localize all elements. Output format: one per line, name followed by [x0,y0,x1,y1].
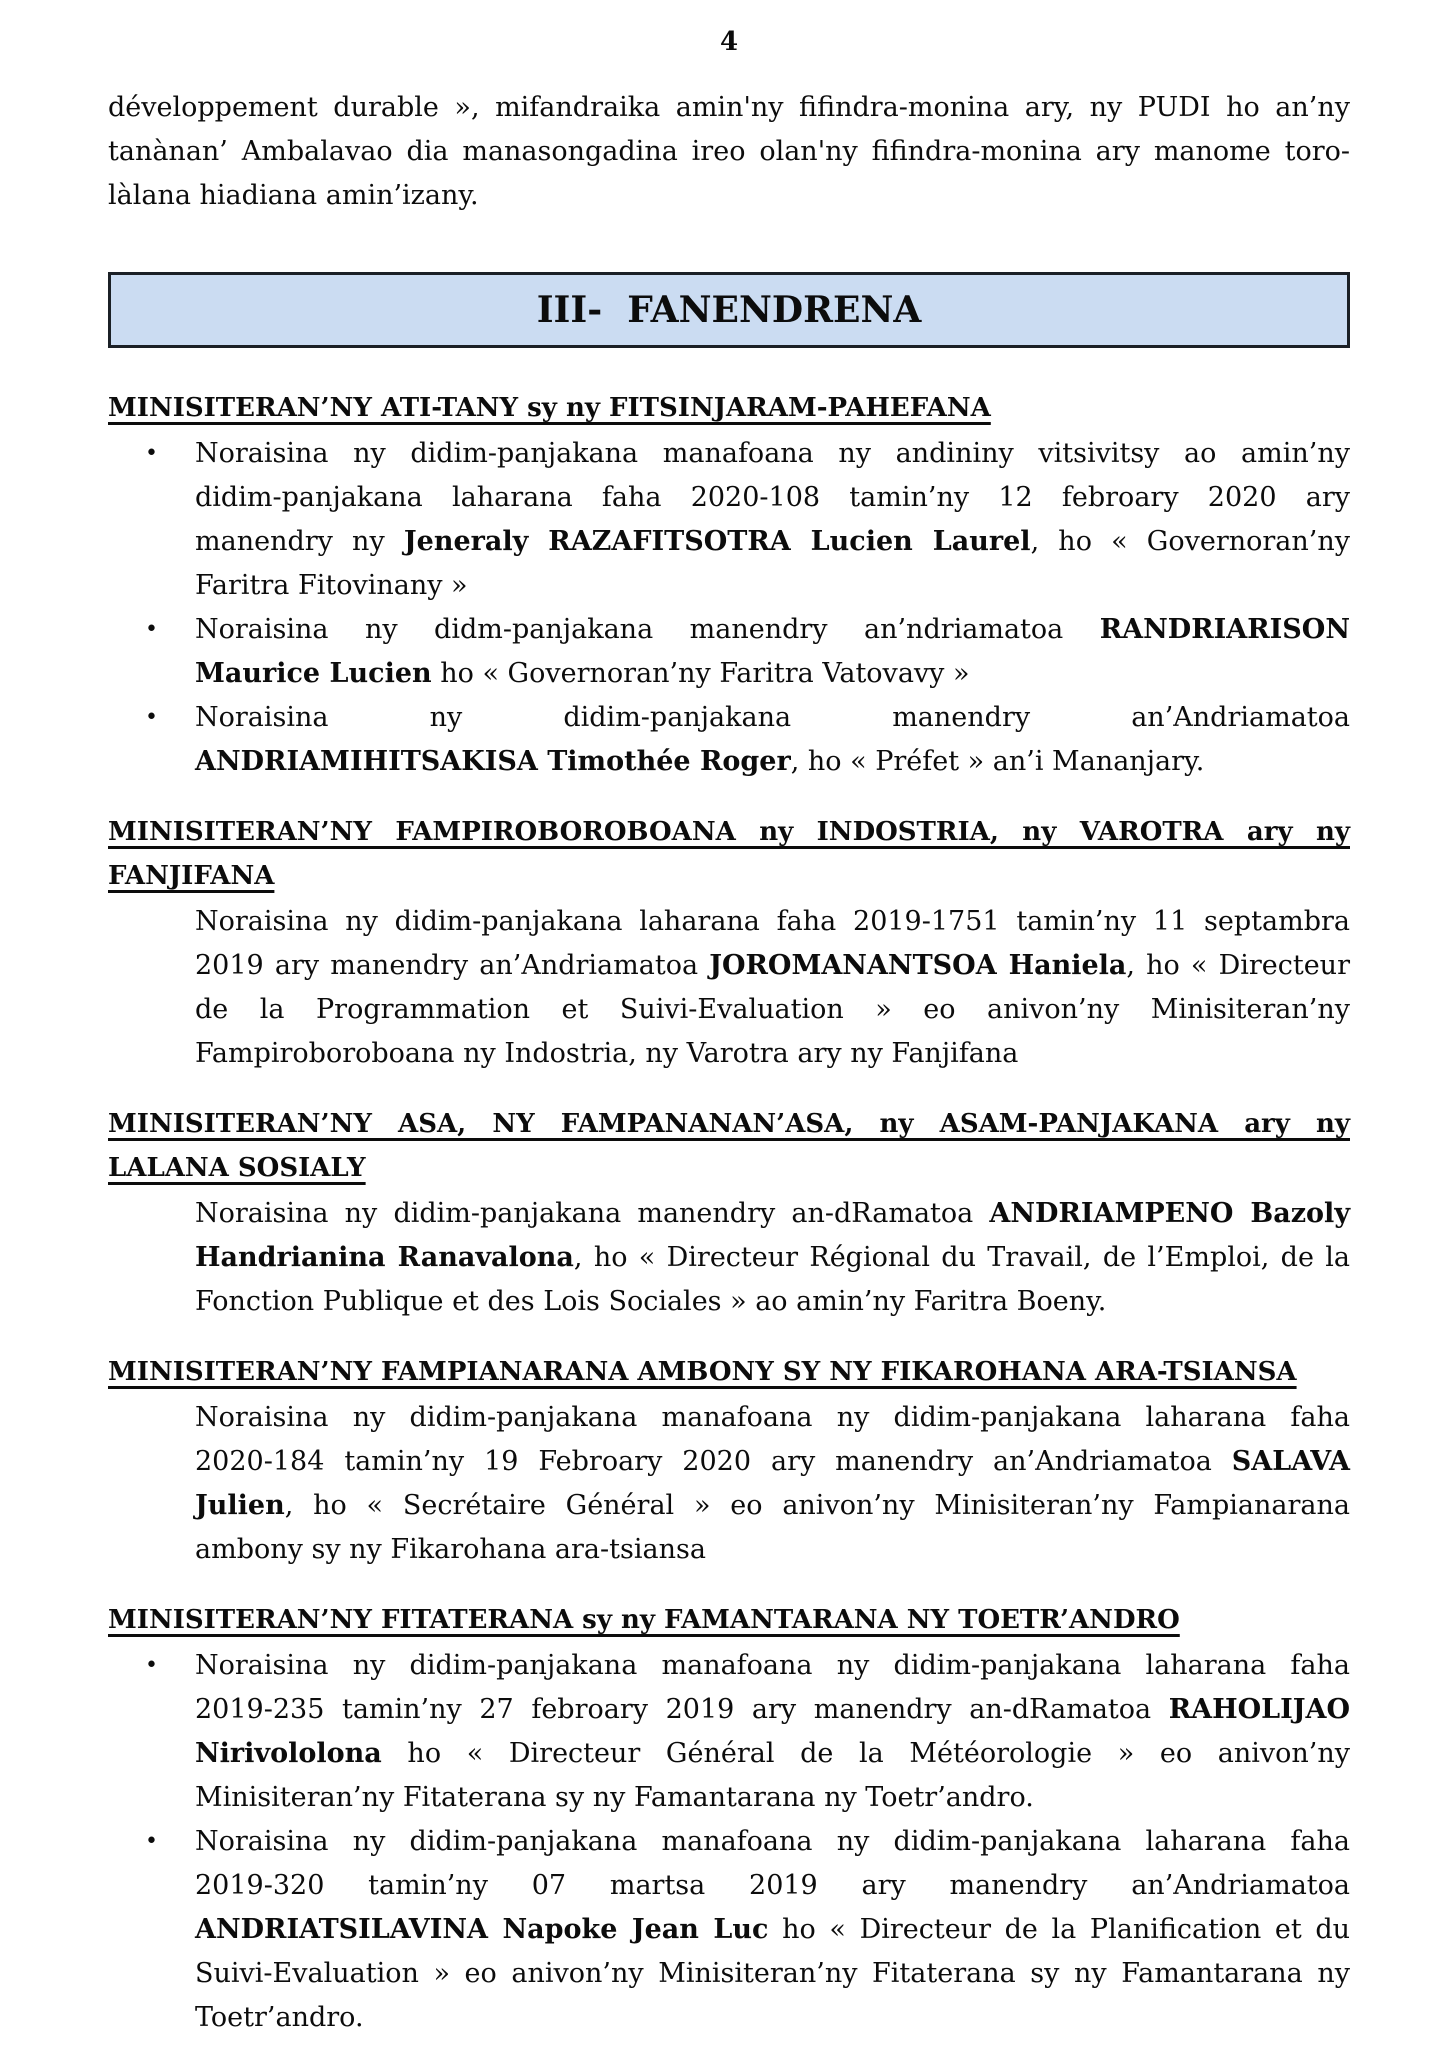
text-line: MINISITERAN’NY FAMPIANARANA AMBONY SY NY FIKAROHANA ARA-TSIANSA [108,1357,1297,1387]
section-asa [108,1102,1350,1324]
text-line: manendry ny Jeneraly RAZAFITSOTRA Lucien Laurel, ho « Governoran’ny [195,526,1351,557]
text-line: 2019-235 tamin’ny 27 febroary 2019 ary manendry an-dRamatoa RAHOLIJAO [195,1694,1350,1725]
text-line: ANDRIAMIHITSAKISA Timothée Roger, ho « Préfet » an’i Mananjary. [195,746,1205,777]
section-ati-tany [108,386,1350,784]
text-line: ambony sy ny Fikarohana ara-tsiansa [195,1534,706,1565]
text-line: Suivi-Evaluation » eo anivon’ny Minisiteran’ny Fitaterana sy ny Famantarana ny [195,1958,1350,1989]
bullet-text [195,1644,1350,1820]
section-fampiroboroboana [108,810,1350,1076]
bullet-item [108,1644,1350,1820]
text-line: MINISITERAN’NY FAMPIROBOROBOANA ny INDOSTRIA, ny VAROTRA ary ny [108,817,1350,847]
section-paragraph [195,1396,1350,1572]
text-line: ANDRIATSILAVINA Napoke Jean Luc ho « Directeur de la Planification et du [195,1914,1351,1945]
bullet-text [195,696,1350,784]
bullet-text [195,608,1350,696]
text-line: Noraisina ny didim-panjakana manafoana ny didim-panjakana laharana faha [195,1650,1350,1681]
section-title [108,1350,1350,1394]
section-paragraph [195,1192,1350,1324]
section-fampianarana [108,1350,1350,1572]
section-title [108,1102,1350,1190]
bullet-icon: • [145,617,158,642]
text-line: Toetr’andro. [195,2002,364,2033]
text-line: Noraisina ny didim-panjakana manafoana ny didim-panjakana laharana faha [195,1402,1350,1433]
text-line: développement durable », mifandraika amin'ny fifindra-monina ary, ny PUDI ho an’ny [108,92,1350,123]
text-line: 2019-320 tamin’ny 07 martsa 2019 ary manendry an’Andriamatoa [195,1870,1350,1901]
text-line: Handrianina Ranavalona, ho « Directeur Régional du Travail, de l’Emploi, de la [195,1242,1350,1273]
bullet-item [108,696,1350,784]
text-line: tanànan’ Ambalavao dia manasongadina ireo olan'ny fifindra-monina ary manome toro- [108,136,1350,167]
text-line: 2019 ary manendry an’Andriamatoa JOROMANANTSOA Haniela, ho « Directeur [195,950,1350,981]
text-line: 2020-184 tamin’ny 19 Febroary 2020 ary manendry an’Andriamatoa SALAVA [195,1446,1350,1477]
bullet-item [108,432,1350,608]
text-line: MINISITERAN’NY FITATERANA sy ny FAMANTARANA NY TOETR’ANDRO [108,1605,1180,1635]
section-paragraph [195,900,1350,1076]
page-number: 4 [719,27,739,57]
bullet-icon: • [145,705,158,730]
text-line: MINISITERAN’NY ASA, NY FAMPANANAN’ASA, ny ASAM-PANJAKANA ary ny [108,1109,1350,1139]
bullet-icon: • [145,1829,158,1854]
text-line: làlana hiadiana amin’izany. [108,180,479,211]
text-line: LALANA SOSIALY [108,1153,366,1183]
section-title [108,810,1350,898]
text-line: Fonction Publique et des Lois Sociales » ao amin’ny Faritra Boeny. [195,1286,1107,1317]
text-line: Maurice Lucien ho « Governoran’ny Faritra Vatovavy » [195,658,970,689]
text-line: Faritra Fitovinany » [195,570,468,601]
text-line: Noraisina ny didim-panjakana laharana faha 2019-1751 tamin’ny 11 septambra [195,906,1350,937]
text-line: Noraisina ny didim-panjakana manendry an’Andriamatoa [195,702,1350,733]
banner-title: III- FANENDRENA [536,289,922,331]
bullet-list [108,432,1350,784]
intro-paragraph [108,86,1350,218]
text-line: Noraisina ny didim-panjakana manafoana ny andininy vitsivitsy ao amin’ny [195,438,1350,469]
section-title [108,386,1350,430]
text-line: MINISITERAN’NY ATI-TANY sy ny FITSINJARAM-PAHEFANA [108,393,991,423]
section-title [108,1598,1350,1642]
bullet-text [195,1820,1350,2040]
text-line: Nirivololona ho « Directeur Général de la Météorologie » eo anivon’ny [195,1738,1350,1769]
bullet-icon: • [145,441,158,466]
text-line: Noraisina ny didm-panjakana manendry an’ndriamatoa RANDRIARISON [195,614,1350,645]
bullet-list [108,1644,1350,2040]
section-banner [108,272,1350,348]
section-fitaterana [108,1598,1350,2040]
bullet-icon: • [145,1653,158,1678]
bullet-item [108,608,1350,696]
bullet-item [108,1820,1350,2040]
bullet-text [195,432,1350,608]
text-line: de la Programmation et Suivi-Evaluation » eo anivon’ny Minisiteran’ny [195,994,1350,1025]
text-line: Minisiteran’ny Fitaterana sy ny Famantarana ny Toetr’andro. [195,1782,1034,1813]
text-line: Noraisina ny didim-panjakana manendry an-dRamatoa ANDRIAMPENO Bazoly [195,1198,1351,1229]
text-line: Fampiroboroboana ny Indostria, ny Varotra ary ny Fanjifana [195,1038,1019,1069]
text-line: didim-panjakana laharana faha 2020-108 tamin’ny 12 febroary 2020 ary [195,482,1350,513]
text-line: Noraisina ny didim-panjakana manafoana ny didim-panjakana laharana faha [195,1826,1350,1857]
text-line: FANJIFANA [108,861,275,891]
text-line: Julien, ho « Secrétaire Général » eo anivon’ny Minisiteran’ny Fampianarana [195,1490,1350,1521]
